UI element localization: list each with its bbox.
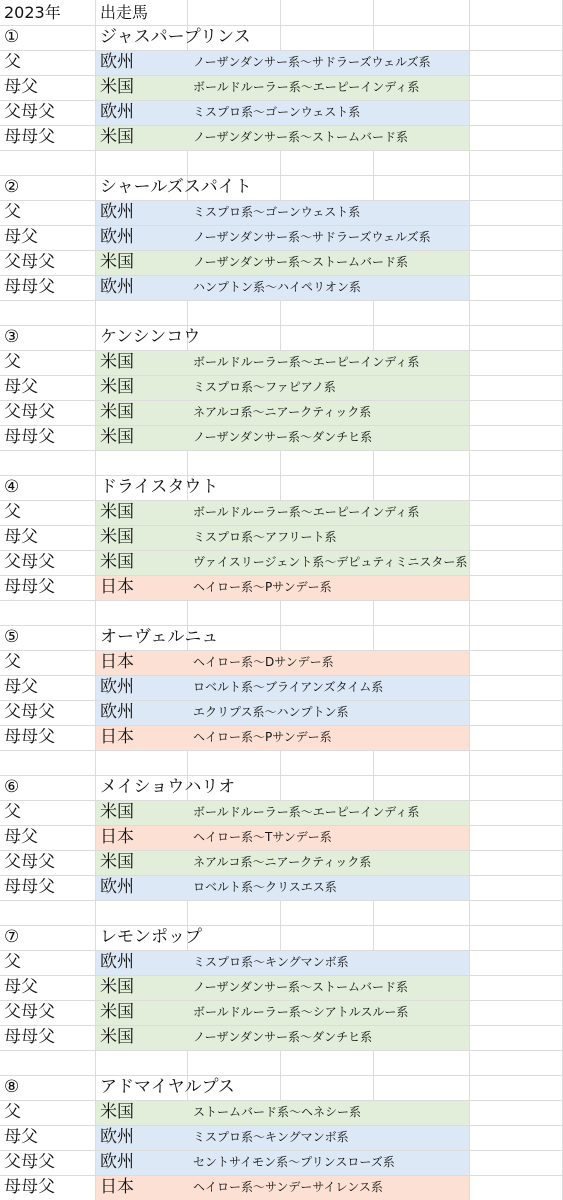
sire-line-cell[interactable]: ノーザンダンサー系〜サドラーズウェルズ系 bbox=[193, 230, 431, 244]
sire-line-cell[interactable]: ノーザンダンサー系〜ストームバード系 bbox=[193, 130, 409, 144]
header-year[interactable]: 2023年 bbox=[4, 3, 61, 22]
horse-name[interactable]: シャールズスパイト bbox=[100, 177, 252, 197]
horse-number[interactable]: ① bbox=[4, 27, 20, 47]
region-cell[interactable]: 日本 bbox=[100, 727, 134, 747]
sire-line-cell[interactable]: ミスプロ系〜ゴーンウェスト系 bbox=[193, 205, 361, 219]
region-cell[interactable]: 米国 bbox=[100, 1027, 134, 1047]
sire-line-cell[interactable]: ミスプロ系〜アフリート系 bbox=[193, 530, 337, 544]
horse-number[interactable]: ④ bbox=[4, 477, 20, 497]
horse-name[interactable]: レモンポップ bbox=[100, 927, 202, 947]
pedigree-role-cell[interactable]: 母父 bbox=[4, 527, 38, 547]
pedigree-role-cell[interactable]: 父母父 bbox=[4, 702, 55, 722]
region-cell[interactable]: 欧州 bbox=[100, 702, 134, 722]
horse-name[interactable]: オーヴェルニュ bbox=[100, 627, 219, 647]
region-cell[interactable]: 日本 bbox=[100, 652, 134, 672]
sire-line-cell[interactable]: ボールドルーラー系〜エーピーインディ系 bbox=[193, 80, 420, 94]
region-cell[interactable]: 欧州 bbox=[100, 277, 134, 297]
pedigree-role-cell[interactable]: 父母父 bbox=[4, 552, 55, 572]
sire-line-cell[interactable]: ヘイロー系〜Pサンデー系 bbox=[193, 580, 332, 594]
row-gridline bbox=[0, 775, 563, 776]
sire-line-cell[interactable]: ヘイロー系〜Pサンデー系 bbox=[193, 730, 332, 744]
sire-line-cell[interactable]: ノーザンダンサー系〜ダンチヒ系 bbox=[193, 430, 373, 444]
pedigree-role-cell[interactable]: 父母父 bbox=[4, 852, 55, 872]
region-cell[interactable]: 米国 bbox=[100, 552, 134, 572]
horse-name[interactable]: ジャスパープリンス bbox=[100, 27, 251, 47]
pedigree-role-cell[interactable]: 母父 bbox=[4, 227, 38, 247]
horse-number[interactable]: ⑦ bbox=[4, 927, 20, 947]
region-cell[interactable]: 欧州 bbox=[100, 52, 134, 72]
region-cell[interactable]: 欧州 bbox=[100, 952, 134, 972]
pedigree-role-cell[interactable]: 父 bbox=[4, 802, 21, 822]
region-cell[interactable]: 米国 bbox=[100, 427, 134, 447]
row-gridline bbox=[0, 600, 563, 601]
region-cell[interactable]: 米国 bbox=[100, 852, 134, 872]
region-cell[interactable]: 日本 bbox=[100, 827, 134, 847]
pedigree-role-cell[interactable]: 母父 bbox=[4, 677, 38, 697]
pedigree-role-cell[interactable]: 父母父 bbox=[4, 252, 55, 272]
sire-line-cell[interactable]: ミスプロ系〜ゴーンウェスト系 bbox=[193, 105, 361, 119]
region-cell[interactable]: 米国 bbox=[100, 377, 134, 397]
region-cell[interactable]: 米国 bbox=[100, 402, 134, 422]
sire-line-cell[interactable]: ヘイロー系〜サンデーサイレンス系 bbox=[193, 1180, 383, 1194]
region-cell[interactable]: 欧州 bbox=[100, 1152, 134, 1172]
pedigree-role-cell[interactable]: 母父 bbox=[4, 827, 38, 847]
region-cell[interactable]: 欧州 bbox=[100, 1127, 134, 1147]
sire-line-cell[interactable]: ノーザンダンサー系〜サドラーズウェルズ系 bbox=[193, 55, 431, 69]
pedigree-role-cell[interactable]: 父母父 bbox=[4, 1152, 55, 1172]
sire-line-cell[interactable]: ノーザンダンサー系〜ストームバード系 bbox=[193, 255, 409, 269]
region-cell[interactable]: 米国 bbox=[100, 127, 134, 147]
sire-line-cell[interactable]: ノーザンダンサー系〜ストームバード系 bbox=[193, 980, 409, 994]
sire-line-cell[interactable]: ネアルコ系〜ニアークティック系 bbox=[193, 855, 372, 869]
horse-number[interactable]: ⑧ bbox=[4, 1077, 20, 1097]
region-cell[interactable]: 米国 bbox=[100, 502, 134, 522]
pedigree-role-cell[interactable]: 父 bbox=[4, 352, 21, 372]
pedigree-role-cell[interactable]: 父 bbox=[4, 502, 21, 522]
pedigree-role-cell[interactable]: 父 bbox=[4, 952, 21, 972]
region-cell[interactable]: 米国 bbox=[100, 352, 134, 372]
row-gridline bbox=[0, 900, 563, 901]
sire-line-cell[interactable]: ストームバード系〜ヘネシー系 bbox=[193, 1105, 362, 1119]
region-cell[interactable]: 米国 bbox=[100, 802, 134, 822]
pedigree-role-cell[interactable]: 母父 bbox=[4, 977, 38, 997]
sire-line-cell[interactable]: ヘイロー系〜Dサンデー系 bbox=[193, 655, 334, 669]
sire-line-cell[interactable]: エクリプス系〜ハンプトン系 bbox=[193, 705, 349, 719]
horse-name[interactable]: ドライスタウト bbox=[100, 477, 219, 497]
horse-number[interactable]: ⑤ bbox=[4, 627, 20, 647]
sire-line-cell[interactable]: ミスプロ系〜ファピアノ系 bbox=[193, 380, 336, 394]
pedigree-role-cell[interactable]: 母父 bbox=[4, 77, 38, 97]
pedigree-role-cell[interactable]: 母母父 bbox=[4, 1027, 55, 1047]
sire-line-cell[interactable]: ボールドルーラー系〜エーピーインディ系 bbox=[193, 355, 420, 369]
region-cell[interactable]: 欧州 bbox=[100, 102, 134, 122]
row-gridline bbox=[0, 150, 563, 151]
pedigree-role-cell[interactable]: 母母父 bbox=[4, 577, 55, 597]
sire-line-cell[interactable]: ボールドルーラー系〜エーピーインディ系 bbox=[193, 805, 420, 819]
pedigree-role-cell[interactable]: 父 bbox=[4, 652, 21, 672]
pedigree-role-cell[interactable]: 父 bbox=[4, 1102, 21, 1122]
sire-line-cell[interactable]: ボールドルーラー系〜エーピーインディ系 bbox=[193, 505, 420, 519]
pedigree-role-cell[interactable]: 父母父 bbox=[4, 102, 55, 122]
region-cell[interactable]: 欧州 bbox=[100, 877, 134, 897]
region-cell[interactable]: 米国 bbox=[100, 252, 134, 272]
header-title[interactable]: 出走馬 bbox=[100, 3, 149, 22]
pedigree-role-cell[interactable]: 父母父 bbox=[4, 402, 55, 422]
region-cell[interactable]: 米国 bbox=[100, 1002, 134, 1022]
sire-line-cell[interactable]: セントサイモン系〜プリンスローズ系 bbox=[193, 1155, 395, 1169]
region-cell[interactable]: 欧州 bbox=[100, 677, 134, 697]
sire-line-cell[interactable]: ミスプロ系〜キングマンボ系 bbox=[193, 955, 349, 969]
sire-line-cell[interactable]: ネアルコ系〜ニアークティック系 bbox=[193, 405, 372, 419]
pedigree-role-cell[interactable]: 母母父 bbox=[4, 427, 55, 447]
row-gridline bbox=[0, 475, 563, 476]
row-gridline bbox=[0, 1075, 563, 1076]
sire-line-cell[interactable]: ヘイロー系〜Tサンデー系 bbox=[193, 830, 332, 844]
pedigree-role-cell[interactable]: 母父 bbox=[4, 1127, 38, 1147]
row-gridline bbox=[0, 300, 563, 301]
sire-line-cell[interactable]: ボールドルーラー系〜シアトルスルー系 bbox=[193, 1005, 409, 1019]
row-gridline bbox=[0, 1050, 563, 1051]
pedigree-role-cell[interactable]: 父 bbox=[4, 52, 21, 72]
region-cell[interactable]: 日本 bbox=[100, 1177, 134, 1197]
pedigree-role-cell[interactable]: 母母父 bbox=[4, 277, 55, 297]
region-cell[interactable]: 米国 bbox=[100, 1102, 134, 1122]
column-gridline bbox=[469, 0, 470, 1200]
horse-name[interactable]: メイショウハリオ bbox=[100, 777, 236, 797]
region-cell[interactable]: 日本 bbox=[100, 577, 134, 597]
pedigree-role-cell[interactable]: 母父 bbox=[4, 377, 38, 397]
horse-number[interactable]: ③ bbox=[4, 327, 20, 347]
sire-line-cell[interactable]: ヴァイスリージェント系〜デピュティミニスター系 bbox=[193, 555, 468, 569]
row-gridline bbox=[0, 25, 563, 26]
pedigree-role-cell[interactable]: 父 bbox=[4, 202, 21, 222]
row-gridline bbox=[0, 750, 563, 751]
row-gridline bbox=[0, 925, 563, 926]
sire-line-cell[interactable]: ハンプトン系〜ハイペリオン系 bbox=[193, 280, 361, 294]
horse-number[interactable]: ② bbox=[4, 177, 20, 197]
horse-name[interactable]: ケンシンコウ bbox=[100, 327, 201, 347]
row-gridline bbox=[0, 175, 563, 176]
region-cell[interactable]: 欧州 bbox=[100, 202, 134, 222]
region-cell[interactable]: 米国 bbox=[100, 977, 134, 997]
region-cell[interactable]: 欧州 bbox=[100, 227, 134, 247]
row-gridline bbox=[0, 625, 563, 626]
pedigree-role-cell[interactable]: 母母父 bbox=[4, 727, 55, 747]
horse-name[interactable]: アドマイヤルプス bbox=[100, 1077, 235, 1097]
pedigree-role-cell[interactable]: 母母父 bbox=[4, 127, 55, 147]
pedigree-role-cell[interactable]: 父母父 bbox=[4, 1002, 55, 1022]
row-gridline bbox=[0, 325, 563, 326]
region-cell[interactable]: 米国 bbox=[100, 77, 134, 97]
row-gridline bbox=[0, 450, 563, 451]
sire-line-cell[interactable]: ロベルト系〜クリスエス系 bbox=[193, 880, 337, 894]
sire-line-cell[interactable]: ノーザンダンサー系〜ダンチヒ系 bbox=[193, 1030, 373, 1044]
pedigree-role-cell[interactable]: 母母父 bbox=[4, 877, 55, 897]
pedigree-role-cell[interactable]: 母母父 bbox=[4, 1177, 55, 1197]
horse-number[interactable]: ⑥ bbox=[4, 777, 20, 797]
sire-line-cell[interactable]: ミスプロ系〜キングマンボ系 bbox=[193, 1130, 349, 1144]
region-cell[interactable]: 米国 bbox=[100, 527, 134, 547]
sire-line-cell[interactable]: ロベルト系〜ブライアンズタイム系 bbox=[193, 680, 384, 694]
